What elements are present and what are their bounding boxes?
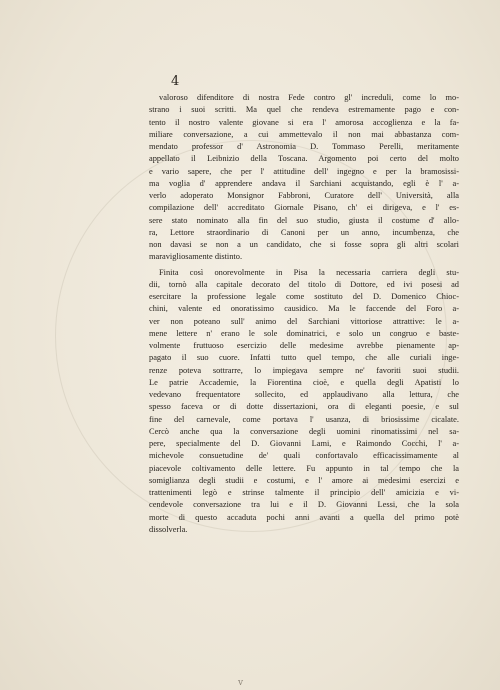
- text-line: Le patrie Accademie, la Fiorentina cioè, e quella degli Apatisti lo: [149, 377, 459, 387]
- text-line: miliare conversazione, a cui ammettevalo il non mai abbastanza com-: [149, 129, 459, 139]
- text-line: somiglianza degli studii e costumi, e l' amore ai medesimi esercizi e: [149, 475, 459, 485]
- text-line: e vario sapere, che per l' attitudine dell' ingegno e per la bramosissi-: [149, 166, 459, 176]
- bottom-mark: v: [238, 678, 244, 688]
- text-line: ma voglia d' apprendere andava il Sarchiani acquistando, egli è l' a-: [149, 178, 459, 188]
- text-line: Finita così onorevolmente in Pisa la necessaria carriera degli stu-: [159, 267, 459, 277]
- text-line: vedevano frequentatore sollecito, ed applaudivano alla lettura, che: [149, 390, 459, 399]
- text-line: valoroso difenditore di nostra Fede contro gl' increduli, come lo mo-: [159, 93, 459, 102]
- text-line: renze poteva sottrarre, lo impiegava sempre ne' favoriti suoi studii.: [149, 365, 459, 375]
- text-line: tento il nostro valente giovane si era l' amorosa accoglienza e la fa-: [149, 117, 459, 127]
- text-line: dii, tornò alla capitale decorato del titolo di Dottore, ed ivi posesi ad: [149, 279, 459, 289]
- text-line: piacevole coltivamento delle lettere. Fu appunto in tal tempo che la: [149, 463, 459, 473]
- text-line: michevole consuetudine de' quali confortavalo efficacissimamente al: [149, 451, 459, 461]
- text-line: dissolverla.: [149, 524, 188, 534]
- text-line: pagato il suo cuore. Infatti tutto quel tempo, che alle curiali inge-: [149, 353, 459, 363]
- text-line: morte di questo accaduta pochi anni avanti a quella del primo potè: [149, 512, 459, 522]
- text-line: esercitare la professione legale come sostituto del D. Domenico Chioc-: [149, 292, 459, 301]
- text-line: verlo adoperato Monsignor Fabbroni, Curatore dell' Università, alla: [149, 191, 459, 200]
- text-line: appellato il Leibnizio della Toscana. Argomento poi certo del molto: [149, 154, 459, 164]
- text-line: mene lettere n' erano le sole dominatrici, e solo un congruo e baste-: [149, 328, 459, 338]
- text-line: strano i suoi scritti. Ma quel che rendeva estremamente pago e con-: [149, 105, 459, 115]
- text-line: ra, Lettore straordinario di Canoni per un anno, incumbenza, che: [149, 227, 459, 237]
- text-line: Cercò anche qua la conversazione degli uomini rinomatissimi nel sa-: [149, 426, 459, 436]
- text-line: ver non poteano sull' animo del Sarchiani vittoriose attrattive: le a-: [149, 316, 459, 326]
- text-line: trattenimenti legò e strinse talmente il principio dell' amicizia e vi-: [149, 488, 459, 497]
- text-line: chini, valente ed onoratissimo causidico. Ma le faccende del Foro a-: [149, 304, 459, 314]
- page-number: 4: [171, 74, 180, 89]
- text-line: maravigliosamente distinto.: [149, 252, 243, 262]
- text-line: mendato professor d' Astronomia D. Tommaso Perelli, meritamente: [149, 142, 459, 151]
- text-line: non davasi se non a un candidato, che si fosse sopra gli altri scolari: [149, 240, 459, 249]
- text-line: compilazione dell' accreditato Giornale Pisano, ch' ei dirigeva, e l' es-: [149, 203, 459, 213]
- paragraph: [149, 92, 459, 264]
- text-line: cendevole conversazione tra lui e il D. Giovanni Lessi, che la sola: [149, 500, 459, 510]
- body-text: [149, 92, 459, 539]
- paragraph: [149, 267, 459, 537]
- text-line: fine del carnevale, come portava l' usanza, di briosissime cicalate.: [149, 414, 459, 424]
- text-line: sere stato nominato alla fin del suo studio, giusta il costume d' allo-: [149, 215, 459, 225]
- text-line: volmente fruttuoso esercizio delle medesime avrebbe pienamente ap-: [149, 341, 459, 350]
- text-line: pere, specialmente del D. Giovanni Lami, e Raimondo Cocchi, l' a-: [149, 439, 459, 448]
- text-line: spesso faceva or di dotte dissertazioni, ora di eleganti poesie, e sul: [149, 402, 459, 412]
